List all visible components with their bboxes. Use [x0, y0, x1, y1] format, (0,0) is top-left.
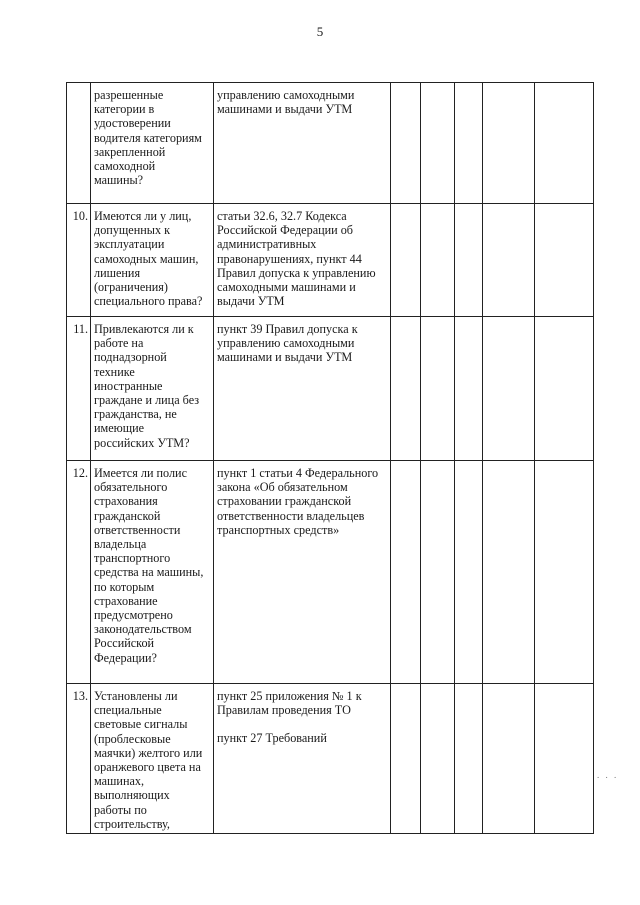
question-cell: [91, 204, 214, 317]
question-line: технике: [94, 364, 135, 379]
reference-line: ответственности владельцев: [217, 508, 365, 523]
reference-line: пункт 27 Требований: [217, 731, 327, 746]
question-line: ответственности: [94, 522, 181, 537]
reference-line: правонарушениях, пункт 44: [217, 251, 362, 266]
reference-line: транспортных средств»: [217, 522, 340, 537]
answer-cell-4: [483, 684, 535, 834]
question-line: обязательного: [94, 480, 168, 495]
question-line: российских УТМ?: [94, 435, 190, 450]
row-number: 13.: [67, 684, 91, 834]
question-line: маячки) желтого или: [94, 745, 203, 760]
question-line: категории в: [94, 102, 155, 117]
question-line: законодательством: [94, 622, 192, 637]
question-line: машинах,: [94, 774, 145, 789]
question-line: работы по: [94, 802, 147, 817]
question-line: лишения: [94, 265, 141, 280]
answer-cell-3: [455, 83, 483, 204]
question-cell: [91, 684, 214, 834]
question-line: по которым: [94, 579, 155, 594]
question-line: оранжевого цвета на: [94, 760, 201, 775]
question-line: страхование: [94, 593, 158, 608]
reference-cell: [214, 461, 391, 684]
question-line: граждане и лица без: [94, 393, 200, 408]
question-line: средства на машины,: [94, 565, 204, 580]
question-line: транспортного: [94, 551, 171, 566]
page-number: 5: [316, 24, 324, 39]
question-line: Привлекаются ли к: [94, 322, 194, 336]
reference-line: управлению самоходными: [217, 88, 355, 102]
reference-cell: [214, 317, 391, 461]
reference-line: машинами и выдачи УТМ: [217, 350, 353, 365]
answer-cell-3: [455, 684, 483, 834]
answer-cell-2: [421, 684, 455, 834]
question-line: выполняющих: [94, 788, 170, 803]
reference-line: выдачи УТМ: [217, 294, 285, 309]
answer-cell-5: [535, 83, 594, 204]
answer-cell-1: [391, 83, 421, 204]
reference-cell: [214, 83, 391, 204]
reference-cell: [214, 204, 391, 317]
table-row: [67, 684, 594, 834]
question-line: работе на: [94, 336, 144, 351]
question-cell: [91, 461, 214, 684]
question-line: (проблесковые: [94, 731, 171, 746]
question-line: разрешенные: [94, 88, 164, 102]
reference-gap: [217, 717, 388, 731]
question-line: страхования: [94, 494, 158, 509]
answer-cell-2: [421, 461, 455, 684]
answer-cell-4: [483, 204, 535, 317]
reference-line: самоходными машинами и: [217, 280, 356, 295]
question-line: гражданства, не: [94, 407, 177, 422]
question-line: машины?: [94, 173, 144, 188]
question-cell: [91, 317, 214, 461]
answer-cell-4: [483, 83, 535, 204]
reference-line: Правилам проведения ТО: [217, 703, 351, 718]
answer-cell-4: [483, 461, 535, 684]
reference-line: страховании гражданской: [217, 494, 352, 509]
question-line: владельца: [94, 537, 147, 552]
answer-cell-3: [455, 204, 483, 317]
reference-line: административных: [217, 237, 317, 252]
answer-cell-2: [421, 317, 455, 461]
question-line: эксплуатации: [94, 237, 165, 252]
answer-cell-1: [391, 461, 421, 684]
margin-mark: . . .: [597, 770, 619, 780]
row-number: 11.: [67, 317, 91, 461]
reference-line: управлению самоходными: [217, 336, 355, 351]
row-number: [67, 83, 91, 204]
reference-line: пункт 1 статьи 4 Федерального: [217, 466, 379, 480]
question-line: самоходной: [94, 159, 156, 174]
answer-cell-4: [483, 317, 535, 461]
reference-line: статьи 32.6, 32.7 Кодекса: [217, 209, 347, 223]
answer-cell-5: [535, 684, 594, 834]
row-number: 12.: [67, 461, 91, 684]
question-line: Российской: [94, 636, 155, 651]
question-line: специального права?: [94, 294, 203, 309]
answer-cell-2: [421, 83, 455, 204]
answer-cell-5: [535, 317, 594, 461]
answer-cell-5: [535, 204, 594, 317]
reference-line: Российской Федерации об: [217, 223, 354, 238]
table-row: [67, 204, 594, 317]
question-line: Имеются ли у лиц,: [94, 209, 192, 223]
answer-cell-3: [455, 461, 483, 684]
reference-line: пункт 39 Правил допуска к: [217, 322, 358, 336]
answer-cell-5: [535, 461, 594, 684]
answer-cell-1: [391, 684, 421, 834]
question-line: световые сигналы: [94, 717, 188, 732]
checklist-table: [66, 82, 594, 834]
answer-cell-3: [455, 317, 483, 461]
question-line: (ограничения): [94, 280, 168, 295]
question-line: гражданской: [94, 508, 161, 523]
question-cell: [91, 83, 214, 204]
question-line: водителя категориям: [94, 130, 202, 145]
question-line: закрепленной: [94, 144, 166, 159]
reference-cell: [214, 684, 391, 834]
table-row: [67, 317, 594, 461]
question-line: иностранные: [94, 378, 163, 393]
reference-line: Правил допуска к управлению: [217, 265, 376, 280]
question-line: строительству,: [94, 816, 170, 831]
question-line: допущенных к: [94, 223, 170, 238]
question-line: Установлены ли: [94, 689, 178, 703]
question-line: удостоверении: [94, 116, 171, 131]
row-number: 10.: [67, 204, 91, 317]
answer-cell-1: [391, 204, 421, 317]
answer-cell-2: [421, 204, 455, 317]
question-line: специальные: [94, 703, 162, 718]
question-line: Имеется ли полис: [94, 466, 187, 480]
reference-line: закона «Об обязательном: [217, 480, 348, 495]
question-line: поднадзорной: [94, 350, 167, 365]
question-line: Федерации?: [94, 650, 157, 665]
reference-line: пункт 25 приложения № 1 к: [217, 689, 362, 703]
question-line: имеющие: [94, 421, 145, 436]
table-row: [67, 461, 594, 684]
question-line: предусмотрено: [94, 608, 173, 623]
reference-line: машинами и выдачи УТМ: [217, 102, 353, 117]
table-row: [67, 83, 594, 204]
question-line: самоходных машин,: [94, 251, 199, 266]
answer-cell-1: [391, 317, 421, 461]
